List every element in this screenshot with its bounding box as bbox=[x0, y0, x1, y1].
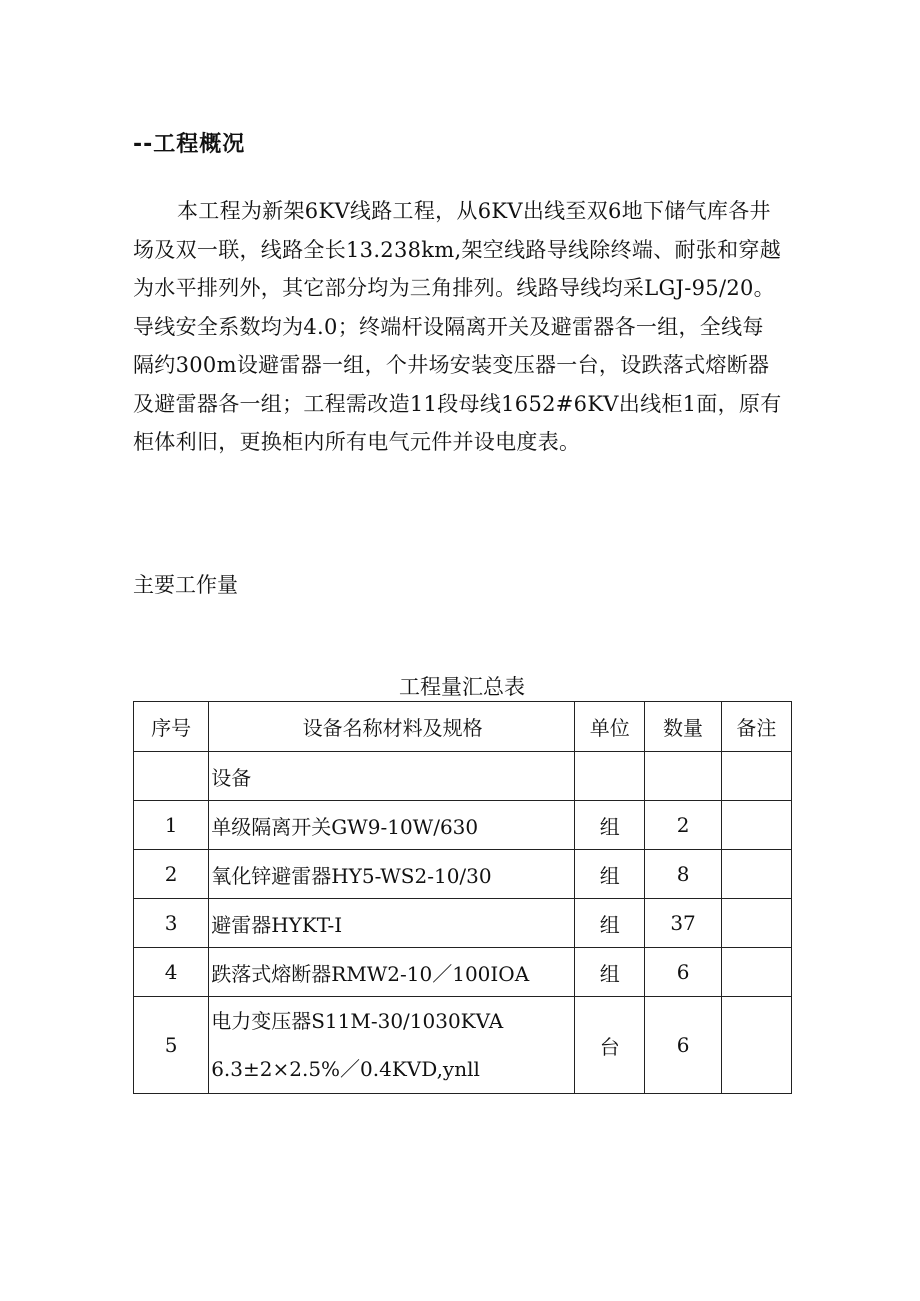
cell-no: 1 bbox=[134, 801, 209, 850]
header-qty: 数量 bbox=[645, 702, 721, 752]
cell-note bbox=[721, 850, 791, 899]
cell-no: 2 bbox=[134, 850, 209, 899]
paragraph-line: 本工程为新架6KV线路工程，从6KV出线至双6地下储气库各井 bbox=[177, 199, 771, 223]
cell-note bbox=[721, 948, 791, 997]
cell-qty: 2 bbox=[645, 801, 721, 850]
cell-unit: 组 bbox=[575, 801, 645, 850]
table-row bbox=[134, 801, 792, 850]
paragraph-line: 场及双一联，线路全长13.238km,架空线路导线除终端、耐张和穿越 bbox=[133, 237, 781, 262]
workload-subheading: 主要工作量 bbox=[133, 573, 238, 597]
cell-unit bbox=[575, 752, 645, 801]
paragraph-line: 隔约300m设避雷器一组，个井场安装变压器一台，设跌落式熔断器 bbox=[133, 353, 770, 377]
cell-name: 避雷器HYKT-I bbox=[209, 899, 575, 948]
cell-qty: 8 bbox=[645, 850, 721, 899]
cell-note bbox=[721, 752, 791, 801]
cell-no bbox=[134, 752, 209, 801]
cell-name: 单级隔离开关GW9-10W/630 bbox=[209, 801, 575, 850]
header-note: 备注 bbox=[721, 702, 791, 752]
cell-no: 5 bbox=[134, 997, 209, 1094]
table-row bbox=[134, 850, 792, 899]
cell-name-line: 电力变压器S11M-30/1030KVA bbox=[211, 1009, 504, 1033]
paragraph-line: 及避雷器各一组；工程需改造11段母线1652#6KV出线柜1面，原有 bbox=[133, 391, 782, 416]
cell-qty: 37 bbox=[645, 899, 721, 948]
paragraph-line: 为水平排列外，其它部分均为三角排列。线路导线均采LGJ-95/20。 bbox=[133, 276, 775, 300]
cell-qty bbox=[645, 752, 721, 801]
cell-unit: 组 bbox=[575, 899, 645, 948]
table-caption: 工程量汇总表 bbox=[399, 675, 525, 699]
cell-note bbox=[721, 801, 791, 850]
cell-note bbox=[721, 899, 791, 948]
cell-note bbox=[721, 997, 791, 1094]
table-row bbox=[134, 899, 792, 948]
cell-name-line: 6.3±2×2.5%／0.4KVD,ynll bbox=[211, 1057, 480, 1081]
overview-paragraph bbox=[133, 192, 793, 462]
header-no: 序号 bbox=[134, 702, 209, 752]
cell-unit: 台 bbox=[575, 997, 645, 1094]
workload-summary-table bbox=[133, 701, 792, 1094]
cell-name: 跌落式熔断器RMW2-10／100IOA bbox=[209, 948, 575, 997]
table-row bbox=[134, 997, 792, 1094]
group-label: 设备 bbox=[209, 752, 575, 801]
cell-qty: 6 bbox=[645, 948, 721, 997]
table-header-row bbox=[134, 702, 792, 752]
cell-unit: 组 bbox=[575, 850, 645, 899]
cell-qty: 6 bbox=[645, 997, 721, 1094]
cell-name bbox=[209, 997, 575, 1094]
cell-no: 4 bbox=[134, 948, 209, 997]
table-group-row bbox=[134, 752, 792, 801]
header-name: 设备名称材料及规格 bbox=[209, 702, 575, 752]
paragraph-line: 柜体利旧，更换柜内所有电气元件并设电度表。 bbox=[133, 430, 581, 454]
cell-no: 3 bbox=[134, 899, 209, 948]
header-unit: 单位 bbox=[575, 702, 645, 752]
section-heading: --工程概况 bbox=[133, 132, 246, 157]
cell-unit: 组 bbox=[575, 948, 645, 997]
cell-name: 氧化锌避雷器HY5-WS2-10/30 bbox=[209, 850, 575, 899]
paragraph-line: 导线安全系数均为4.0；终端杆设隔离开关及避雷器各一组，全线每 bbox=[133, 314, 764, 339]
table-row bbox=[134, 948, 792, 997]
